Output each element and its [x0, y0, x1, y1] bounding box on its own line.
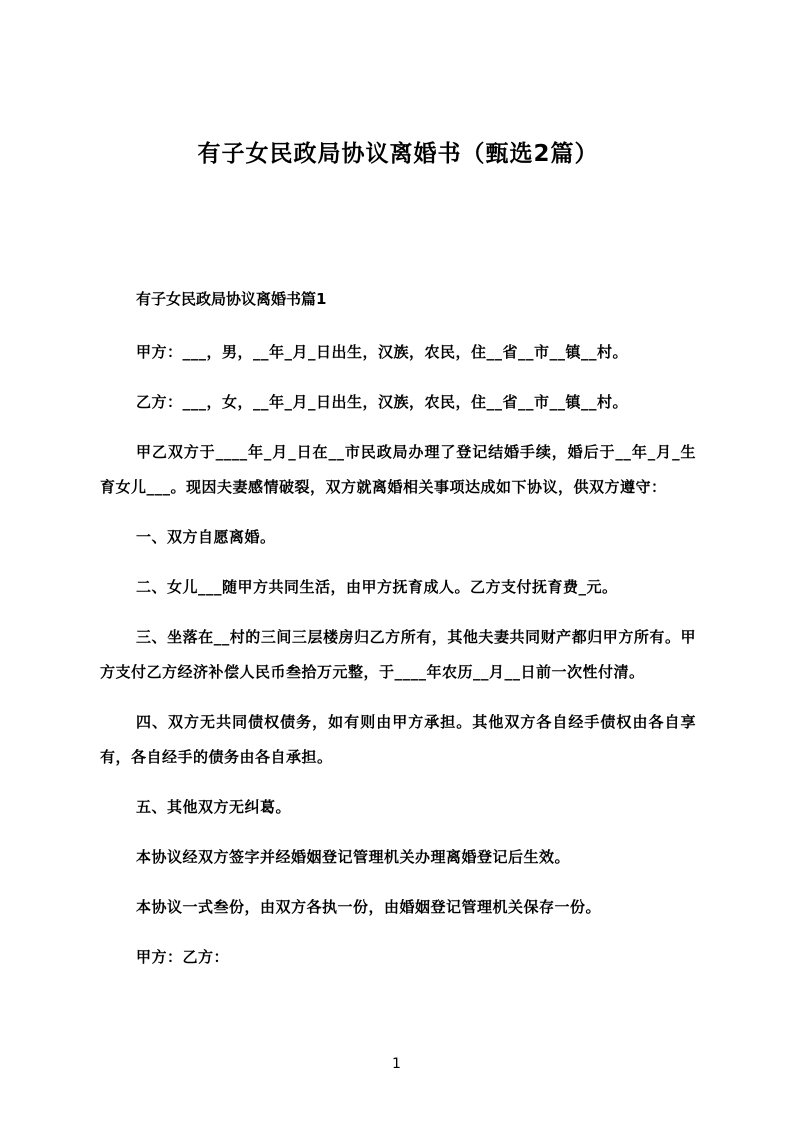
paragraph-party-a: 甲方：___，男，__年_月_日出生，汉族，农民，住__省__市__镇__村。 — [136, 343, 629, 361]
section-heading: 有子女民政局协议离婚书篇1 — [136, 290, 327, 308]
paragraph-copies: 本协议一式叁份，由双方各执一份，由婚姻登记管理机关保存一份。 — [136, 898, 602, 916]
paragraph-preamble: 甲乙双方于____年_月_日在__市民政局办理了登记结婚手续，婚后于__年_月_生育女儿___。现因夫妻感情破裂，双方就离婚相关事项达成如下协议，供双方遵守： — [100, 443, 696, 496]
paragraph-effectiveness: 本协议经双方签字并经婚姻登记管理机关办理离婚登记后生效。 — [136, 848, 571, 866]
paragraph-clause-4: 四、双方无共同债权债务，如有则由甲方承担。其他双方各自经手债权由各自享有，各自经手的债务由各自承担。 — [100, 713, 696, 766]
paragraph-signatures: 甲方：乙方： — [136, 948, 230, 966]
paragraph-clause-3: 三、坐落在__村的三间三层楼房归乙方所有，其他夫妻共同财产都归甲方所有。甲方支付乙方经济补偿人民币叁拾万元整，于____年农历__月__日前一次性付清。 — [100, 628, 696, 681]
page-number: 1 — [392, 1056, 401, 1072]
page-footer — [0, 1053, 793, 1072]
document-title: 有子女民政局协议离婚书（甄选2篇） — [197, 141, 599, 167]
paragraph-clause-2: 二、女儿___随甲方共同生活，由甲方抚育成人。乙方支付抚育费_元。 — [136, 578, 618, 596]
paragraph-party-b: 乙方：___，女，__年_月_日出生，汉族，农民，住__省__市__镇__村。 — [136, 393, 629, 411]
paragraph-clause-1: 一、双方自愿离婚。 — [136, 528, 276, 546]
paragraph-clause-5: 五、其他双方无纠葛。 — [136, 798, 292, 816]
